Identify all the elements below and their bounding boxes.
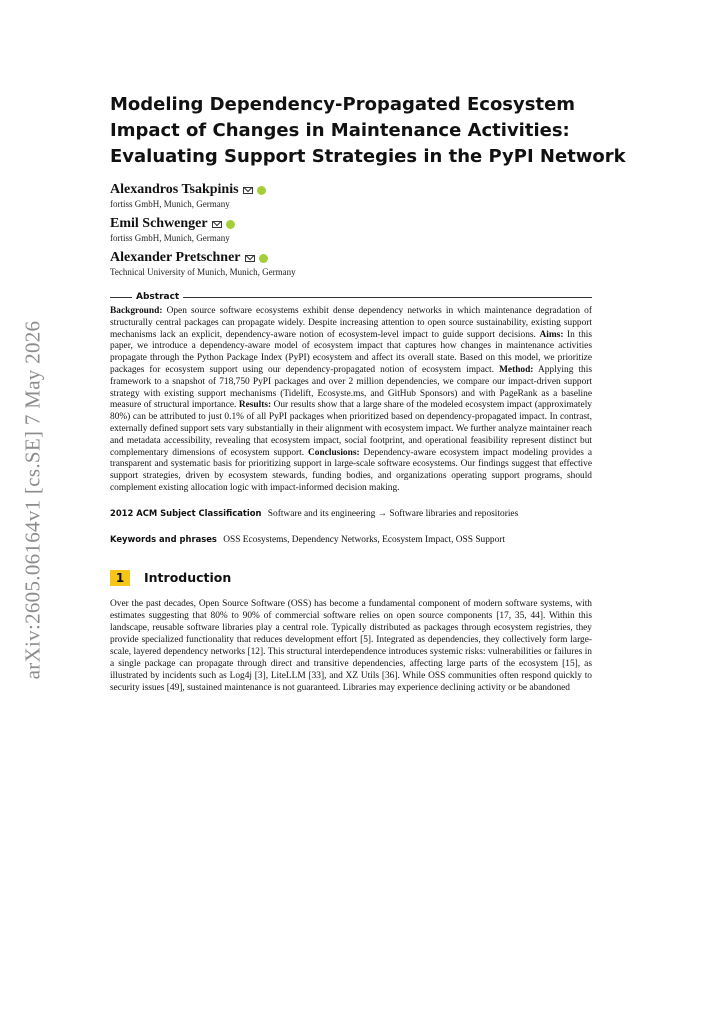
abstract-label: Aims: [539, 329, 564, 340]
section-heading [110, 570, 592, 586]
divider [110, 297, 132, 298]
abstract-heading [110, 292, 592, 302]
orcid-icon[interactable] [259, 254, 268, 263]
abstract-aims: In this paper, we introduce a dependency-aware model of ecosystem impact that captures how changes in maintenance activities propagate through the Python Package Index (PyPI) ecosystem and affect its overall state. Based on this model, we prioritize packages for ecosystem support using our dependency-propagated notion of ecosystem impact. [110, 329, 593, 375]
divider [183, 297, 592, 298]
acm-classification [110, 507, 592, 520]
abstract-results: Our results show that a large share of the modeled ecosystem impact (approximately 80%) can be attributed to just 0.1% of all PyPI packages when prioritized based on dependency-propagated impact. In contrast, externally defined support sets vary substantially in their alignment with ecosystem impact. We further analyze maintainer reach and metadata accessibility, revealing that ecosystem impact, social footprint, and operational feasibility represent distinct but complementary dimensions of ecosystem support. [110, 400, 592, 458]
abstract-conclusions: Dependency-aware ecosystem impact modeling provides a transparent and systematic basis for prioritizing support in large-scale software ecosystems. Our findings suggest that effective support strategies, driven by ecosystem stewards, funding bodies, and organizations operating support programs, should complement existing allocation logic with impact-informed decision making. [110, 447, 592, 493]
keywords-value: OSS Ecosystems, Dependency Networks, Ecosystem Impact, OSS Support [223, 534, 506, 545]
abstract-label: Conclusions: [308, 447, 360, 458]
section-number: 1 [110, 570, 130, 586]
title-line: Impact of Changes in Maintenance Activities: [110, 120, 570, 141]
orcid-icon[interactable] [257, 186, 266, 195]
abstract-method: Applying this framework to a snapshot of 718,750 PyPI packages and over 2 million dependencies, we compare our impact-driven support strategy with existing support mechanisms (Tidelift, Ecosyste.ms, and GitHub Sponsors) and with PageRank as a baseline measure of structural importance. [110, 364, 592, 411]
author-name: Alexander Pretschner [110, 250, 241, 265]
introduction-text: Over the past decades, Open Source Software (OSS) has become a fundamental component of modern software systems, with estimates suggesting that 80% to 90% of commercial software relies on open source components [17, 35, 44]. Within this landscape, reusable software libraries play a central role. Typically distributed as packages through ecosystem registries, they provide specialized functionality that reduces development effort [5]. Integrated as dependencies, they collectively form large-scale, layered dependency networks [12]. This structural interdependence introduces systemic risks: vulnerabilities or failures in a single package can propagate through direct and transitive dependencies, affecting large parts of the ecosystem [15], as illustrated by incidents such as Log4j [3], LiteLLM [33], and XZ Utils [36]. While OSS communities often respond quickly to security issues [49], sustained maintenance is not guaranteed. Libraries may experience declining activity or be abandoned [110, 598, 592, 694]
abstract-label: Results: [238, 400, 272, 411]
keywords-label: Keywords and phrases [110, 533, 217, 544]
mail-icon[interactable] [212, 221, 222, 228]
author-affiliation: fortiss GmbH, Munich, Germany [110, 199, 230, 209]
author-affiliation: Technical University of Munich, Munich, Germany [110, 267, 296, 277]
abstract-background: Open source software ecosystems exhibit dense dependency networks in which maintenance degradation of structurally central packages can propagate widely. Despite increasing attention to open source sustainability, existing support mechanisms lack an explicit, dependency-aware notion of ecosystem-level impact to guide support decisions. [110, 306, 592, 340]
author-block [110, 216, 592, 244]
paper-page [110, 86, 626, 695]
arxiv-stamp [13, 300, 53, 700]
abstract-label: Method: [499, 364, 534, 375]
keywords [110, 533, 592, 546]
author-block [110, 182, 592, 210]
title-line: Modeling Dependency-Propagated Ecosystem [110, 94, 576, 115]
abstract-label: Background: [110, 306, 163, 316]
paper-title [110, 92, 626, 170]
author-name: Alexandros Tsakpinis [110, 182, 239, 197]
acm-value: Software and its engineering → Software libraries and repositories [267, 508, 519, 519]
author-block [110, 250, 592, 278]
mail-icon[interactable] [245, 255, 255, 262]
author-affiliation: fortiss GmbH, Munich, Germany [110, 233, 230, 243]
orcid-icon[interactable] [226, 220, 235, 229]
mail-icon[interactable] [243, 187, 253, 194]
abstract-text [110, 306, 592, 495]
abstract-title: Abstract [136, 292, 180, 302]
acm-label: 2012 ACM Subject Classification [110, 507, 262, 518]
title-line: Evaluating Support Strategies in the PyPI Network [110, 146, 626, 167]
arxiv-identifier: arXiv:2605.06164v1 [cs.SE] 7 May 2026 [20, 320, 45, 680]
author-name: Emil Schwenger [110, 216, 208, 231]
section-title: Introduction [144, 570, 232, 586]
